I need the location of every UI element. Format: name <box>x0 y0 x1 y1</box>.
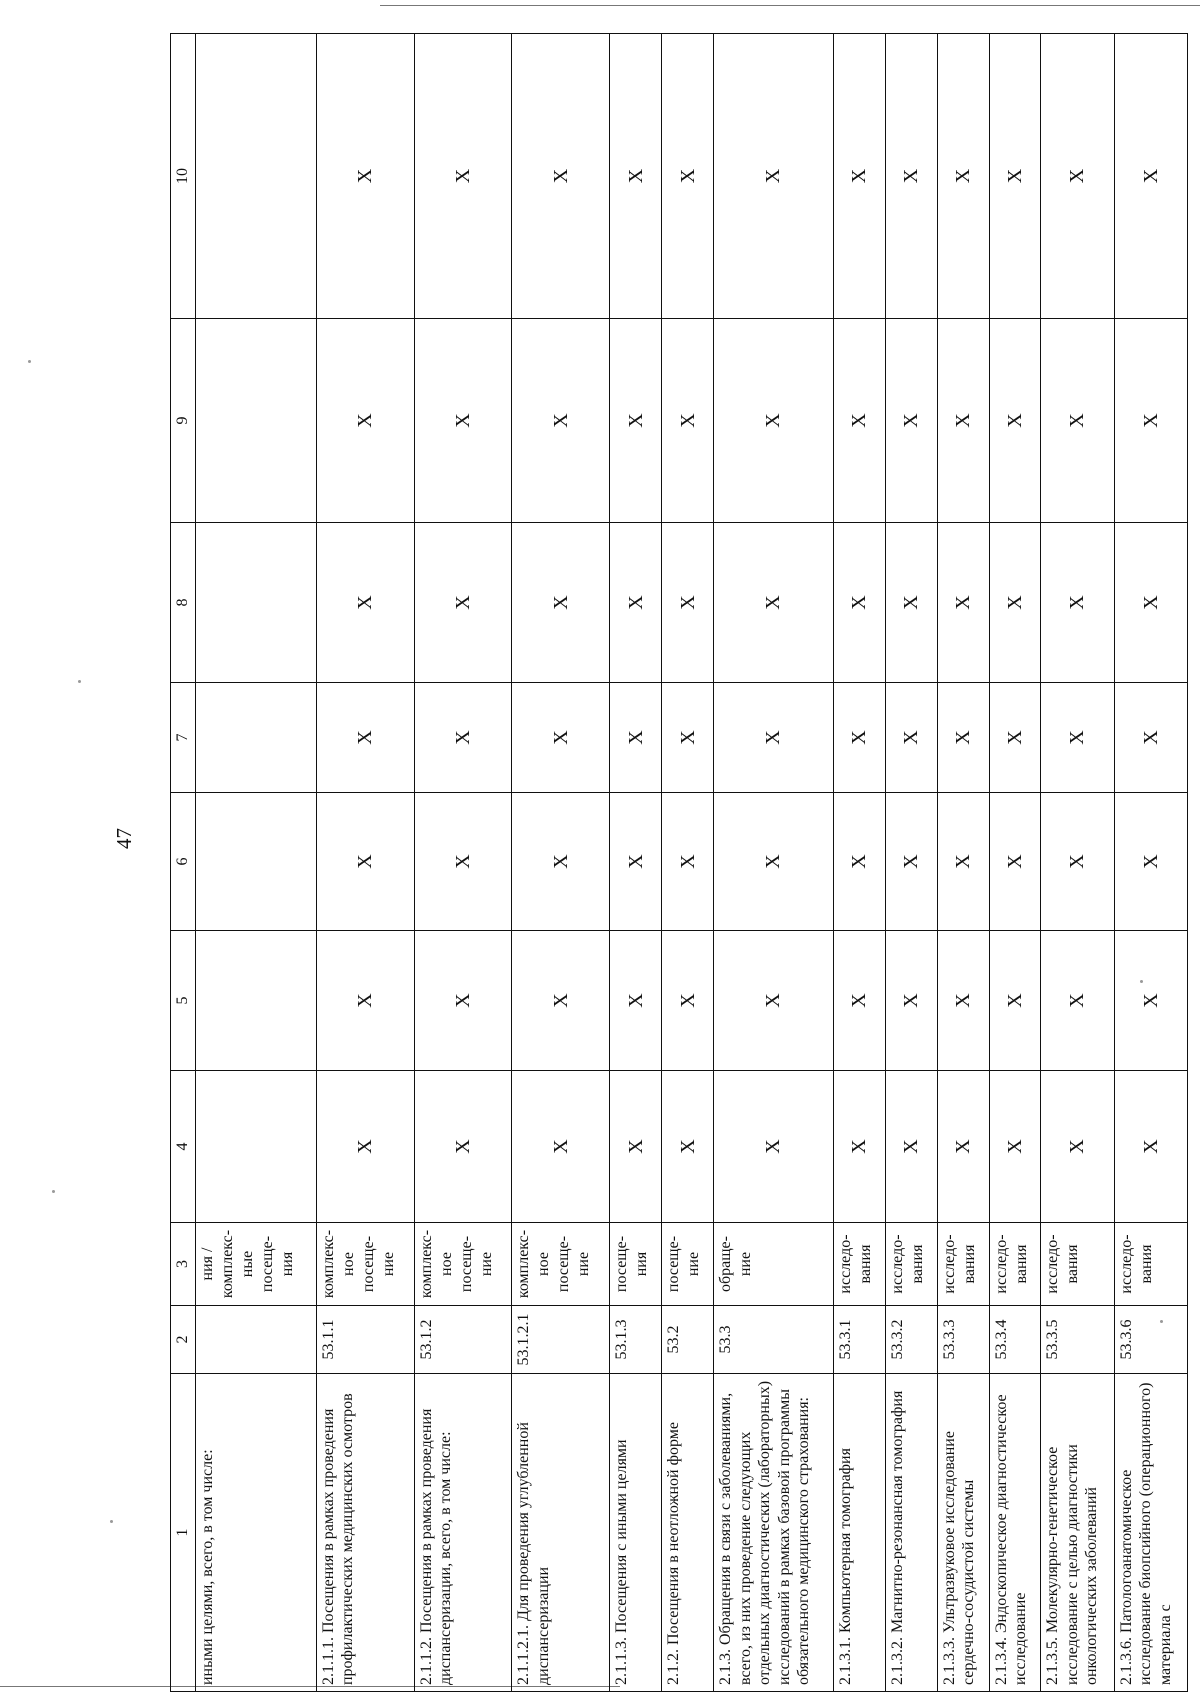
cell-col-8: X <box>610 523 662 683</box>
cell-col-9: X <box>662 319 714 523</box>
column-header-9: 9 <box>171 319 196 523</box>
cell-col-4: X <box>414 1071 512 1223</box>
cell-col-5: X <box>316 931 414 1071</box>
cell-col-6: X <box>610 793 662 931</box>
cell-col-7: X <box>1041 683 1114 793</box>
table-row <box>885 34 937 1692</box>
row-unit: ния / комплекс-ные посеще-ния <box>195 1223 316 1306</box>
cell-col-9: X <box>316 319 414 523</box>
cell-col-9: X <box>1041 319 1114 523</box>
cell-col-10 <box>195 34 316 319</box>
cell-col-10: X <box>989 34 1041 319</box>
cell-col-8: X <box>1041 523 1114 683</box>
column-header-2: 2 <box>171 1306 196 1374</box>
cell-col-7: X <box>714 683 834 793</box>
cell-col-10: X <box>610 34 662 319</box>
cell-col-5: X <box>662 931 714 1071</box>
cell-col-6 <box>195 793 316 931</box>
cell-col-4: X <box>1114 1071 1187 1223</box>
cell-col-5: X <box>414 931 512 1071</box>
row-code: 53.3.6 <box>1114 1306 1187 1374</box>
column-header-3: 3 <box>171 1223 196 1306</box>
row-code: 53.2 <box>662 1306 714 1374</box>
page-number: 47 <box>112 828 136 849</box>
cell-col-7: X <box>989 683 1041 793</box>
row-name: 2.1.1.2.1. Для проведения углубленной диспансеризации <box>512 1374 610 1692</box>
cell-col-9: X <box>610 319 662 523</box>
cell-col-8: X <box>662 523 714 683</box>
cell-col-9: X <box>885 319 937 523</box>
cell-col-4: X <box>834 1071 886 1223</box>
cell-col-5: X <box>937 931 989 1071</box>
row-name: 2.1.3.5. Молекулярно-генетическое исследование с целью диагностики онкологических заболеваний <box>1041 1374 1114 1692</box>
cell-col-9: X <box>937 319 989 523</box>
cell-col-5: X <box>1041 931 1114 1071</box>
row-unit: комплекс-ное посеще-ние <box>414 1223 512 1306</box>
cell-col-8: X <box>316 523 414 683</box>
row-unit: посеще-ния <box>610 1223 662 1306</box>
row-code: 53.1.2.1 <box>512 1306 610 1374</box>
cell-col-7: X <box>885 683 937 793</box>
row-code: 53.3 <box>714 1306 834 1374</box>
row-name: 2.1.3.2. Магнитно-резонансная томография <box>885 1374 937 1692</box>
row-name: 2.1.1.2. Посещения в рамках проведения диспансеризации, всего, в том числе: <box>414 1374 512 1692</box>
column-header-7: 7 <box>171 683 196 793</box>
cell-col-6: X <box>316 793 414 931</box>
cell-col-7: X <box>414 683 512 793</box>
row-unit: исследо-вания <box>1114 1223 1187 1306</box>
table-row <box>1041 34 1114 1692</box>
scan-speck <box>52 1190 55 1193</box>
row-unit: посеще-ние <box>662 1223 714 1306</box>
column-header-8: 8 <box>171 523 196 683</box>
cell-col-10: X <box>316 34 414 319</box>
cell-col-5: X <box>885 931 937 1071</box>
cell-col-6: X <box>1041 793 1114 931</box>
cell-col-7: X <box>834 683 886 793</box>
cell-col-7: X <box>512 683 610 793</box>
cell-col-8: X <box>714 523 834 683</box>
cell-col-10: X <box>714 34 834 319</box>
cell-col-6: X <box>662 793 714 931</box>
cell-col-4: X <box>937 1071 989 1223</box>
table-row <box>414 34 512 1692</box>
row-unit: исследо-вания <box>989 1223 1041 1306</box>
row-name: 2.1.3.3. Ультразвуковое исследование сердечно-сосудистой системы <box>937 1374 989 1692</box>
row-name: 2.1.3.4. Эндоскопическое диагностическое исследование <box>989 1374 1041 1692</box>
row-unit: обраще-ние <box>714 1223 834 1306</box>
row-unit: комплекс-ное посеще-ние <box>512 1223 610 1306</box>
row-name: 2.1.3.1. Компьютерная томография <box>834 1374 886 1692</box>
cell-col-5: X <box>512 931 610 1071</box>
cell-col-10: X <box>1041 34 1114 319</box>
cell-col-5: X <box>1114 931 1187 1071</box>
row-unit: исследо-вания <box>937 1223 989 1306</box>
table-row <box>662 34 714 1692</box>
cell-col-9 <box>195 319 316 523</box>
scan-speck <box>28 360 31 363</box>
cell-col-8: X <box>1114 523 1187 683</box>
cell-col-10: X <box>885 34 937 319</box>
row-unit: комплекс-ное посеще-ние <box>316 1223 414 1306</box>
table-row <box>714 34 834 1692</box>
row-name: 2.1.3. Обращения в связи с заболеваниями, всего, из них проведение следующих отдельных диагностических (лабораторных) исследований в рамках базовой программы обязательного медицинского страхования: <box>714 1374 834 1692</box>
cell-col-9: X <box>989 319 1041 523</box>
table-row <box>937 34 989 1692</box>
row-unit: исследо-вания <box>1041 1223 1114 1306</box>
cell-col-4: X <box>662 1071 714 1223</box>
cell-col-10: X <box>662 34 714 319</box>
cell-col-6: X <box>1114 793 1187 931</box>
table-row <box>989 34 1041 1692</box>
column-header-10: 10 <box>171 34 196 319</box>
table-row <box>195 34 316 1692</box>
row-name: иными целями, всего, в том числе: <box>195 1374 316 1692</box>
row-code: 53.1.2 <box>414 1306 512 1374</box>
row-unit: исследо-вания <box>885 1223 937 1306</box>
cell-col-10: X <box>937 34 989 319</box>
row-code: 53.1.3 <box>610 1306 662 1374</box>
cell-col-8: X <box>989 523 1041 683</box>
column-header-5: 5 <box>171 931 196 1071</box>
table-row <box>834 34 886 1692</box>
scan-speck <box>110 1520 113 1523</box>
row-unit: исследо-вания <box>834 1223 886 1306</box>
cell-col-8 <box>195 523 316 683</box>
cell-col-9: X <box>834 319 886 523</box>
cell-col-4: X <box>316 1071 414 1223</box>
row-code: 53.3.5 <box>1041 1306 1114 1374</box>
cell-col-10: X <box>1114 34 1187 319</box>
row-name: 2.1.1.1. Посещения в рамках проведения профилактических медицинских осмотров <box>316 1374 414 1692</box>
cell-col-5: X <box>610 931 662 1071</box>
row-code: 53.3.1 <box>834 1306 886 1374</box>
row-name: 2.1.1.3. Посещения с иными целями <box>610 1374 662 1692</box>
cell-col-6: X <box>714 793 834 931</box>
rotated-table <box>170 34 1188 1692</box>
scan-edge-top <box>380 5 1200 6</box>
cell-col-6: X <box>414 793 512 931</box>
cell-col-8: X <box>414 523 512 683</box>
cell-col-6: X <box>512 793 610 931</box>
cell-col-9: X <box>714 319 834 523</box>
cell-col-5: X <box>834 931 886 1071</box>
cell-col-8: X <box>937 523 989 683</box>
cell-col-4: X <box>1041 1071 1114 1223</box>
column-header-6: 6 <box>171 793 196 931</box>
cell-col-9: X <box>512 319 610 523</box>
cell-col-9: X <box>414 319 512 523</box>
header-row <box>171 34 196 1692</box>
cell-col-9: X <box>1114 319 1187 523</box>
row-code: 53.1.1 <box>316 1306 414 1374</box>
row-name: 2.1.2. Посещения в неотложной форме <box>662 1374 714 1692</box>
cell-col-4: X <box>610 1071 662 1223</box>
scan-speck <box>78 680 81 683</box>
data-table <box>170 33 1188 1692</box>
cell-col-4: X <box>714 1071 834 1223</box>
cell-col-5: X <box>714 931 834 1071</box>
cell-col-7: X <box>1114 683 1187 793</box>
row-name: 2.1.3.6. Патологоанатомическое исследование биопсийного (операционного) материала с <box>1114 1374 1187 1692</box>
cell-col-10: X <box>834 34 886 319</box>
cell-col-5: X <box>989 931 1041 1071</box>
column-header-4: 4 <box>171 1071 196 1223</box>
cell-col-6: X <box>885 793 937 931</box>
row-code <box>195 1306 316 1374</box>
cell-col-7: X <box>937 683 989 793</box>
cell-col-7: X <box>316 683 414 793</box>
table-row <box>610 34 662 1692</box>
row-code: 53.3.4 <box>989 1306 1041 1374</box>
cell-col-4: X <box>885 1071 937 1223</box>
table-row <box>316 34 414 1692</box>
column-header-1: 1 <box>171 1374 196 1692</box>
table-row <box>1114 34 1187 1692</box>
cell-col-10: X <box>414 34 512 319</box>
table-row <box>512 34 610 1692</box>
cell-col-10: X <box>512 34 610 319</box>
cell-col-5 <box>195 931 316 1071</box>
cell-col-6: X <box>937 793 989 931</box>
cell-col-8: X <box>885 523 937 683</box>
row-code: 53.3.3 <box>937 1306 989 1374</box>
cell-col-8: X <box>834 523 886 683</box>
cell-col-7: X <box>610 683 662 793</box>
cell-col-6: X <box>989 793 1041 931</box>
cell-col-7 <box>195 683 316 793</box>
cell-col-4: X <box>512 1071 610 1223</box>
cell-col-8: X <box>512 523 610 683</box>
cell-col-7: X <box>662 683 714 793</box>
cell-col-4 <box>195 1071 316 1223</box>
row-code: 53.3.2 <box>885 1306 937 1374</box>
cell-col-4: X <box>989 1071 1041 1223</box>
cell-col-6: X <box>834 793 886 931</box>
